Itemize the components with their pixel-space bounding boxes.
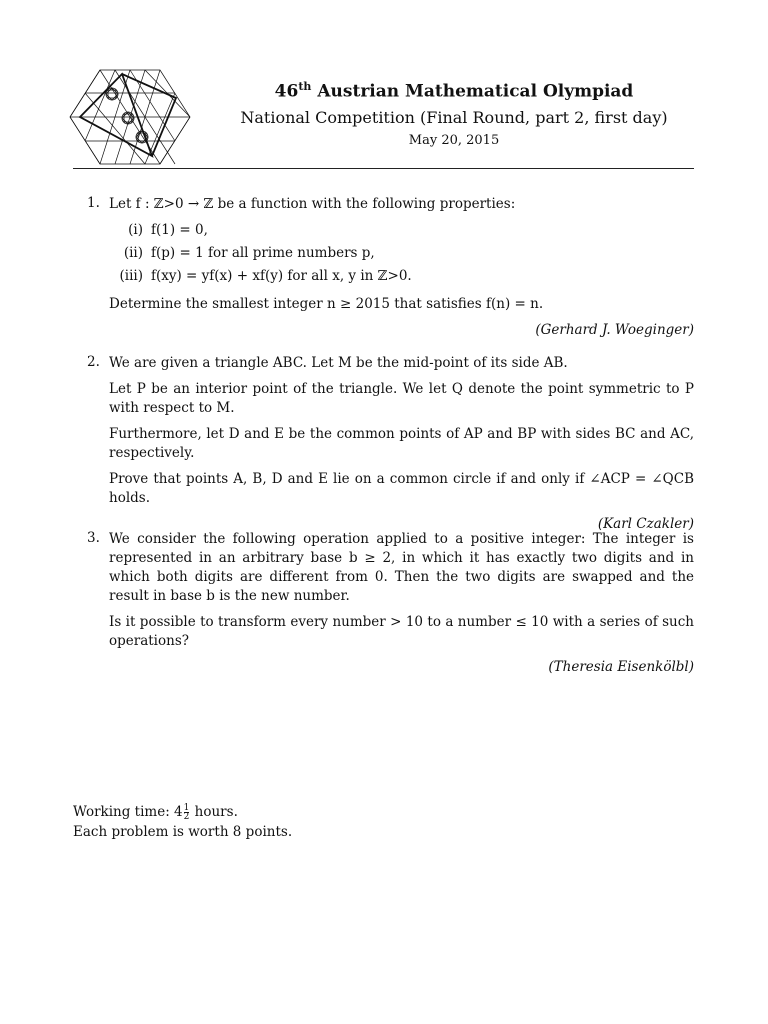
property-item (109, 267, 694, 286)
problem-paragraph: We consider the following operation applied to a positive integer: The integer is represented in an arbitrary base b ≥ 2, in which it has exactly two digits and in which both digits are different from 0. Then the two digits are swapped and the result in base b is the new number. (109, 531, 694, 604)
working-time (73, 802, 292, 822)
problem-intro: Let f : ℤ>0 → ℤ be a function with the following properties: (109, 196, 516, 212)
points-note: Each problem is worth 8 points. (73, 824, 293, 840)
page-subtitle: National Competition (Final Round, part 2, first day) (240, 108, 668, 127)
title-number: 46 (274, 81, 299, 102)
property-item (109, 244, 694, 263)
problem-author: (Theresia Eisenkölbl) (548, 659, 694, 675)
exam-footer (73, 802, 292, 842)
problem-paragraph: Prove that points A, B, D and E lie on a common circle if and only if ∠ACP = ∠QCB holds. (109, 471, 694, 506)
problem-question: Determine the smallest integer n ≥ 2015 that satisfies f(n) = n. (109, 296, 544, 312)
title-text: Austrian Mathematical Olympiad (317, 81, 634, 102)
item-label: (ii) (123, 245, 143, 261)
problem-number: 1. (87, 195, 100, 211)
item-label: (i) (128, 222, 143, 238)
problem-3 (73, 530, 694, 677)
property-item (109, 221, 694, 240)
fraction-denominator: 2 (183, 812, 190, 822)
problem-author: (Gerhard J. Woeginger) (535, 322, 694, 338)
exam-date: May 20, 2015 (408, 133, 500, 148)
item-label: (iii) (119, 268, 143, 284)
problem-paragraph: Is it possible to transform every number > 10 to a number ≤ 10 with a series of such operations? (109, 614, 694, 649)
problem-paragraph: Furthermore, let D and E be the common points of AP and BP with sides BC and AC, respectively. (109, 426, 694, 461)
item-text: f(1) = 0, (151, 222, 208, 238)
problem-paragraph: We are given a triangle ABC. Let M be the mid-point of its side AB. (109, 355, 568, 371)
item-text: f(xy) = yf(x) + xf(y) for all x, y in ℤ>0. (151, 268, 412, 284)
title-ordinal-suffix: th (298, 80, 312, 93)
problem-author: (Karl Czakler) (597, 516, 694, 532)
working-time-prefix: Working time: 4 (73, 804, 183, 820)
problem-1 (73, 195, 694, 340)
problem-2 (73, 354, 694, 534)
problem-number: 3. (87, 530, 100, 546)
header-rule (73, 168, 694, 169)
problem-paragraph: Let P be an interior point of the triangle. We let Q denote the point symmetric to P with respect to M. (109, 381, 694, 416)
fraction-numerator: 1 (183, 803, 190, 813)
working-time-suffix: hours. (190, 804, 238, 820)
item-text: f(p) = 1 for all prime numbers p, (151, 245, 375, 261)
problem-number: 2. (87, 354, 100, 370)
olympiad-logo (66, 68, 194, 166)
half-fraction (184, 804, 190, 821)
page-title (200, 80, 708, 102)
